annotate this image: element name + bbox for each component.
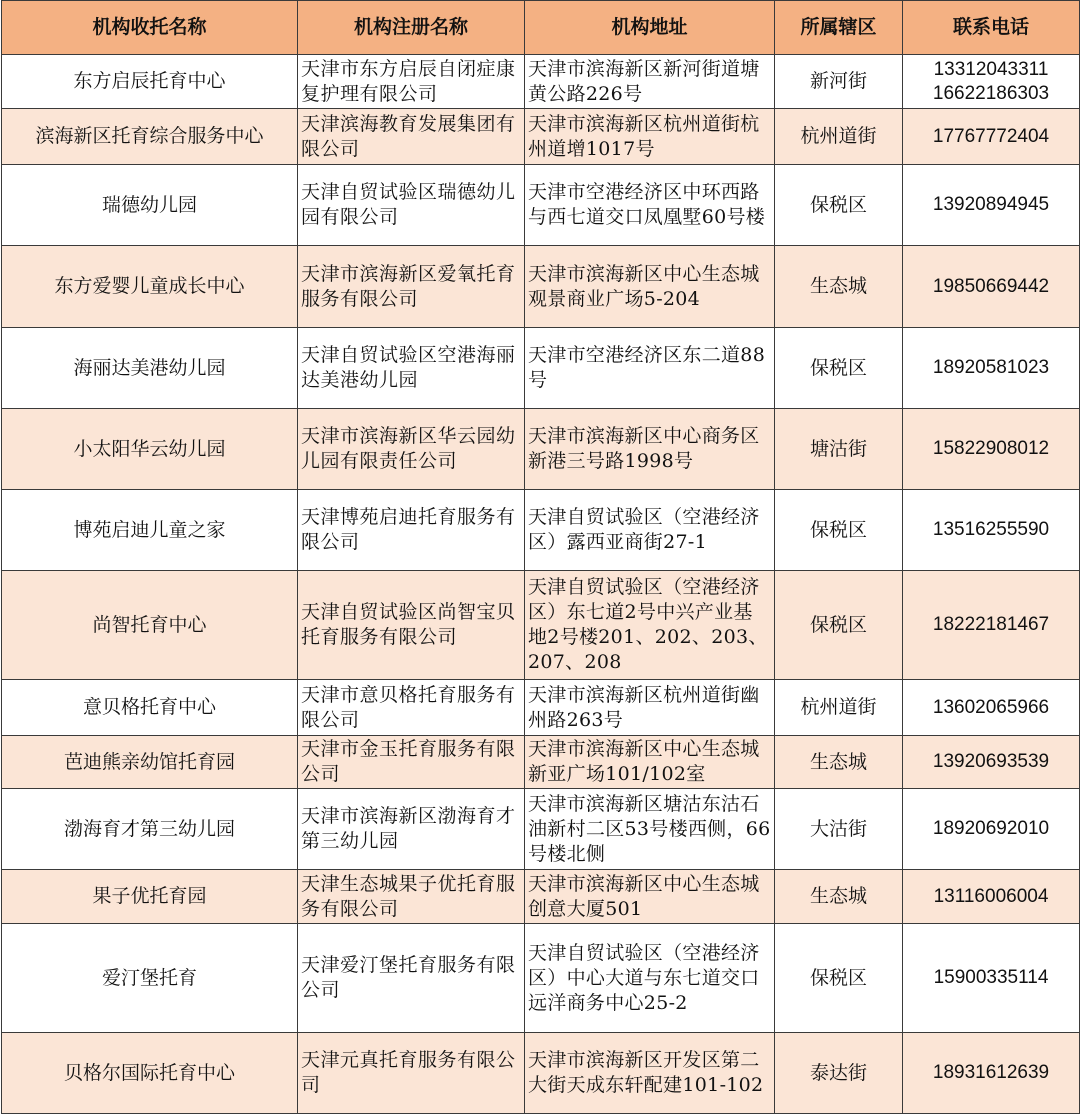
cell-phone: [903, 870, 1080, 924]
table-row: [2, 246, 1080, 328]
cell-district: 保税区: [775, 924, 903, 1033]
cell-phone: [903, 736, 1080, 789]
table-row: [2, 109, 1080, 165]
cell-reg-name: 天津博苑启迪托育服务有限公司: [298, 490, 525, 571]
header-row: [2, 1, 1080, 55]
cell-phone: [903, 1033, 1080, 1114]
cell-name: 芭迪熊亲幼馆托育园: [2, 736, 298, 789]
cell-district: 新河街: [775, 55, 903, 109]
cell-phone: [903, 490, 1080, 571]
cell-address: 天津市滨海新区中心生态城创意大厦501: [525, 870, 775, 924]
cell-address: 天津市滨海新区中心生态城新亚广场101/102室: [525, 736, 775, 789]
cell-name: 爱汀堡托育: [2, 924, 298, 1033]
table-row: [2, 680, 1080, 736]
cell-phone: [903, 680, 1080, 736]
header-phone: 联系电话: [903, 1, 1080, 55]
cell-district: 生态城: [775, 870, 903, 924]
childcare-institutions-table: [1, 0, 1080, 1114]
cell-reg-name: 天津市滨海新区爱氧托育服务有限公司: [298, 246, 525, 328]
header-name: 机构收托名称: [2, 1, 298, 55]
phone-number: 16622186303: [932, 82, 1050, 104]
cell-reg-name: 天津生态城果子优托育服务有限公司: [298, 870, 525, 924]
cell-district: 塘沽街: [775, 409, 903, 490]
cell-phone: [903, 328, 1080, 409]
cell-name: 东方爱婴儿童成长中心: [2, 246, 298, 328]
cell-district: 泰达街: [775, 1033, 903, 1114]
table-row: [2, 409, 1080, 490]
cell-district: 生态城: [775, 736, 903, 789]
phone-number: 13920693539: [932, 751, 1050, 772]
cell-address: 天津市滨海新区杭州道街幽州路263号: [525, 680, 775, 736]
table-row: [2, 165, 1080, 246]
cell-reg-name: 天津元真托育服务有限公司: [298, 1033, 525, 1114]
cell-address: 天津自贸试验区（空港经济区）东七道2号中兴产业基地2号楼201、202、203、207、208: [525, 571, 775, 680]
cell-district: 杭州道街: [775, 109, 903, 165]
cell-phone: [903, 109, 1080, 165]
phone-number: 17767772404: [932, 125, 1050, 147]
cell-district: 杭州道街: [775, 680, 903, 736]
cell-address: 天津市滨海新区新河街道塘黄公路226号: [525, 55, 775, 109]
phone-number: 18920692010: [932, 818, 1050, 839]
cell-name: 瑞德幼儿园: [2, 165, 298, 246]
cell-name: 贝格尔国际托育中心: [2, 1033, 298, 1114]
cell-address: 天津市空港经济区中环西路与西七道交口凤凰墅60号楼: [525, 165, 775, 246]
table-row: [2, 571, 1080, 680]
cell-address: 天津市滨海新区杭州道街杭州道增1017号: [525, 109, 775, 165]
cell-district: 大沽街: [775, 789, 903, 870]
cell-name: 东方启辰托育中心: [2, 55, 298, 109]
cell-phone: [903, 571, 1080, 680]
phone-number: 13116006004: [933, 885, 1049, 907]
cell-name: 小太阳华云幼儿园: [2, 409, 298, 490]
cell-reg-name: 天津市滨海新区华云园幼儿园有限责任公司: [298, 409, 525, 490]
cell-address: 天津市空港经济区东二道88号: [525, 328, 775, 409]
table-row: [2, 328, 1080, 409]
cell-reg-name: 天津自贸试验区瑞德幼儿园有限公司: [298, 165, 525, 246]
cell-reg-name: 天津市滨海新区渤海育才第三幼儿园: [298, 789, 525, 870]
phone-number: 15822908012: [932, 438, 1050, 459]
cell-phone: [903, 55, 1080, 109]
cell-name: 滨海新区托育综合服务中心: [2, 109, 298, 165]
phone-number: 18931612639: [932, 1062, 1050, 1083]
cell-name: 意贝格托育中心: [2, 680, 298, 736]
phone-number: 18222181467: [932, 614, 1050, 635]
table-row: [2, 789, 1080, 870]
table-row: [2, 55, 1080, 109]
cell-address: 天津市滨海新区中心商务区新港三号路1998号: [525, 409, 775, 490]
cell-reg-name: 天津自贸试验区空港海丽达美港幼儿园: [298, 328, 525, 409]
phone-number: 15900335114: [933, 967, 1049, 988]
phone-number: 18920581023: [932, 357, 1050, 378]
table-row: [2, 1033, 1080, 1114]
cell-name: 尚智托育中心: [2, 571, 298, 680]
cell-phone: [903, 409, 1080, 490]
phone-number: 13602065966: [932, 696, 1050, 718]
cell-district: 保税区: [775, 490, 903, 571]
cell-district: 保税区: [775, 165, 903, 246]
cell-phone: [903, 165, 1080, 246]
cell-name: 海丽达美港幼儿园: [2, 328, 298, 409]
cell-reg-name: 天津爱汀堡托育服务有限公司: [298, 924, 525, 1033]
cell-address: 天津自贸试验区（空港经济区）中心大道与东七道交口 远洋商务中心25-2: [525, 924, 775, 1033]
phone-number: 13516255590: [932, 519, 1050, 540]
cell-name: 果子优托育园: [2, 870, 298, 924]
table-row: [2, 870, 1080, 924]
cell-address: 天津自贸试验区（空港经济区）露西亚商街27-1: [525, 490, 775, 571]
table-row: [2, 736, 1080, 789]
table-body: [2, 55, 1080, 1114]
cell-reg-name: 天津市东方启辰自闭症康复护理有限公司: [298, 55, 525, 109]
phone-number: 13920894945: [932, 194, 1050, 215]
header-reg-name: 机构注册名称: [298, 1, 525, 55]
cell-reg-name: 天津市意贝格托育服务有限公司: [298, 680, 525, 736]
cell-reg-name: 天津滨海教育发展集团有限公司: [298, 109, 525, 165]
cell-address: 天津市滨海新区开发区第二大街天成东轩配建101-102: [525, 1033, 775, 1114]
cell-name: 渤海育才第三幼儿园: [2, 789, 298, 870]
phone-number: 13312043311: [933, 58, 1049, 80]
cell-phone: [903, 924, 1080, 1033]
table-row: [2, 924, 1080, 1033]
header-district: 所属辖区: [775, 1, 903, 55]
phone-number: 19850669442: [932, 275, 1050, 297]
cell-address: 天津市滨海新区塘沽东沽石油新村二区53号楼西侧，66号楼北侧: [525, 789, 775, 870]
cell-reg-name: 天津自贸试验区尚智宝贝托育服务有限公司: [298, 571, 525, 680]
cell-phone: [903, 789, 1080, 870]
cell-district: 生态城: [775, 246, 903, 328]
header-address: 机构地址: [525, 1, 775, 55]
table-row: [2, 490, 1080, 571]
cell-district: 保税区: [775, 571, 903, 680]
cell-address: 天津市滨海新区中心生态城观景商业广场5-204: [525, 246, 775, 328]
cell-name: 博苑启迪儿童之家: [2, 490, 298, 571]
cell-reg-name: 天津市金玉托育服务有限公司: [298, 736, 525, 789]
cell-phone: [903, 246, 1080, 328]
cell-district: 保税区: [775, 328, 903, 409]
